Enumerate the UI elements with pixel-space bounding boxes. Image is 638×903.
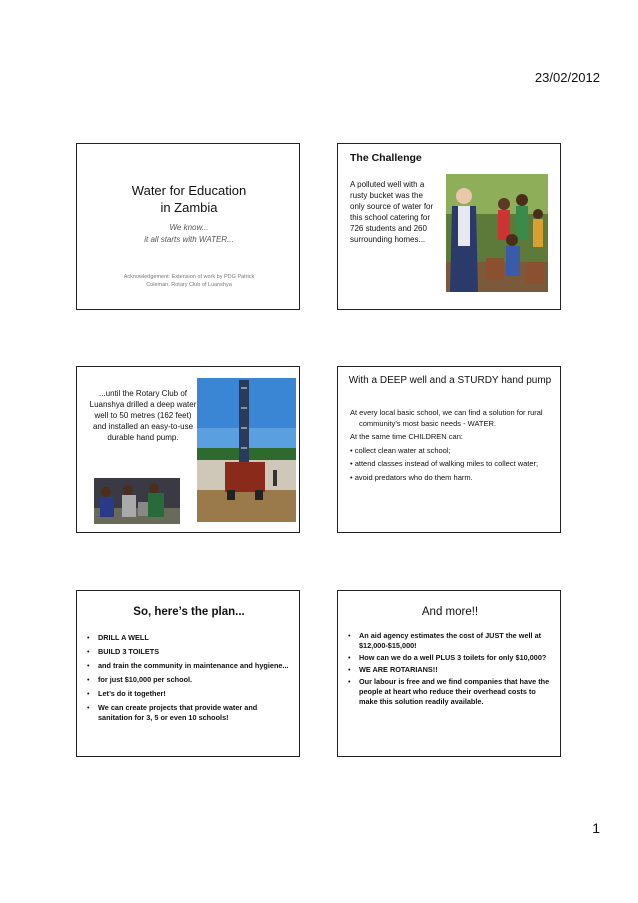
slide-4-paragraph: At the same time CHILDREN can: — [350, 432, 463, 441]
slide-4-paragraph: • attend classes instead of walking miles to collect water; — [350, 459, 539, 468]
workers-photo-icon — [94, 478, 180, 524]
list-item: • for just $10,000 per school. — [87, 675, 293, 685]
list-item: • BUILD 3 TOILETS — [87, 647, 293, 657]
slide-4-heading: With a DEEP well and a STURDY hand pump — [348, 375, 552, 386]
list-item: • We can create projects that provide water and sanitation for 3, 5 or even 10 schools! — [87, 703, 293, 723]
slide-1-acknowledgement: Acknowledgement: Extension of work by PDG Patrick Coleman, Rotary Club of Luanshya — [123, 274, 255, 288]
slide-4-paragraph: • avoid predators who do them harm. — [350, 472, 473, 482]
print-date: 23/02/2012 — [534, 70, 600, 85]
slide-1-subtitle: We know... it all starts with WATER... — [144, 223, 234, 244]
list-item: • How can we do a well PLUS 3 toilets for only $10,000? — [348, 653, 554, 663]
slide-3-drilling — [76, 366, 300, 533]
slide-5-heading: So, here’s the plan... — [133, 606, 245, 618]
slide-4-paragraph: • collect clean water at school; — [350, 445, 451, 455]
list-item: • and train the community in maintenance and hygiene... — [87, 661, 293, 671]
list-item: • An aid agency estimates the cost of JUST the well at $12,000-$15,000! — [348, 631, 554, 651]
slide-4-deep-well — [337, 366, 561, 533]
slide-2-heading: The Challenge — [350, 152, 422, 164]
list-item: • Let’s do it together! — [87, 689, 293, 699]
list-item: • Our labour is free and we find companies that have the people at heart who reduce their overhead costs to make this solution readily available. — [348, 677, 554, 707]
drilling-rig-photo-icon — [197, 378, 296, 522]
slide-1-heading: Water for Education in Zambia — [131, 183, 247, 215]
slide-5-bullets — [87, 633, 293, 727]
slide-4-paragraph: At every local basic school, we can find a solution for rural community’s most basic needs - WATER. — [350, 408, 543, 428]
slide-1-title — [76, 143, 300, 310]
slide-6-heading: And more!! — [421, 606, 479, 618]
slide-6-bullets — [348, 631, 554, 709]
slide-6-more — [337, 590, 561, 757]
slide-2-body: A polluted well with a rusty bucket was the only source of water for this school catering for 726 students and 260 surrounding homes... — [350, 180, 434, 244]
list-item: • DRILL A WELL — [87, 633, 293, 643]
slide-4-body — [350, 408, 552, 486]
page-number: 1 — [592, 820, 600, 836]
slide-2-challenge — [337, 143, 561, 310]
slide-3-body: ...until the Rotary Club of Luanshya drilled a deep water well to 50 metres (162 feet) and installed an easy-to-use durable hand pump. — [89, 389, 197, 442]
photo-man-with-children-icon — [446, 174, 548, 292]
slide-5-plan — [76, 590, 300, 757]
list-item: • WE ARE ROTARIANS!! — [348, 665, 554, 675]
